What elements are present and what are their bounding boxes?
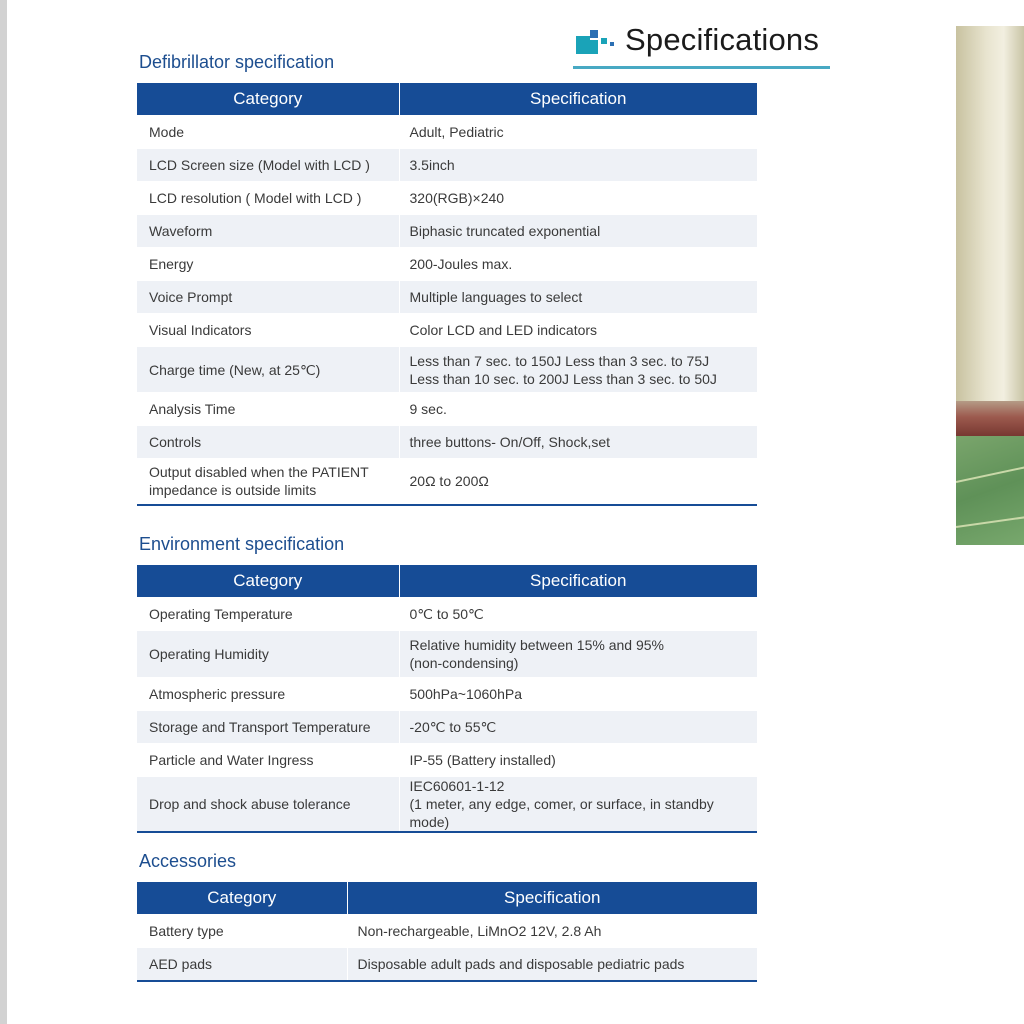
table-header-row bbox=[137, 565, 757, 598]
table-row bbox=[137, 598, 757, 631]
category-cell: Charge time (New, at 25℃) bbox=[137, 347, 399, 393]
table-row bbox=[137, 678, 757, 711]
category-cell: Energy bbox=[137, 248, 399, 281]
specification-cell: 200-Joules max. bbox=[399, 248, 757, 281]
specification-cell: Relative humidity between 15% and 95% (non-condensing) bbox=[399, 631, 757, 678]
category-cell: Particle and Water Ingress bbox=[137, 744, 399, 777]
column-header-category: Category bbox=[137, 83, 399, 116]
category-cell: Storage and Transport Temperature bbox=[137, 711, 399, 744]
product-photo-edge bbox=[956, 26, 1024, 545]
category-cell: Operating Humidity bbox=[137, 631, 399, 678]
accessories-section-title: Accessories bbox=[139, 851, 237, 871]
category-cell: Mode bbox=[137, 116, 399, 149]
column-header-specification: Specification bbox=[347, 882, 757, 915]
specification-cell: IEC60601-1-12 (1 meter, any edge, comer, or surface, in standby mode) bbox=[399, 777, 757, 833]
page-title: Specifications bbox=[625, 22, 820, 57]
table-row bbox=[137, 426, 757, 459]
specification-cell: Adult, Pediatric bbox=[399, 116, 757, 149]
table-row bbox=[137, 711, 757, 744]
page-edge-shadow bbox=[0, 0, 7, 1024]
category-cell: Atmospheric pressure bbox=[137, 678, 399, 711]
table-row bbox=[137, 314, 757, 347]
category-cell: LCD Screen size (Model with LCD ) bbox=[137, 149, 399, 182]
category-cell: AED pads bbox=[137, 948, 347, 981]
environment-section-title: Environment specification bbox=[139, 534, 345, 554]
category-cell: Battery type bbox=[137, 915, 347, 948]
accessories-spec-table bbox=[137, 882, 757, 982]
specification-cell: Disposable adult pads and disposable pediatric pads bbox=[347, 948, 757, 981]
category-cell: Voice Prompt bbox=[137, 281, 399, 314]
specification-cell: 0℃ to 50℃ bbox=[399, 598, 757, 631]
table-row bbox=[137, 116, 757, 149]
defibrillator-spec-table bbox=[137, 83, 757, 506]
specifications-logo-icon bbox=[574, 26, 620, 56]
specification-cell: 500hPa~1060hPa bbox=[399, 678, 757, 711]
category-cell: Controls bbox=[137, 426, 399, 459]
environment-spec-table bbox=[137, 565, 757, 833]
table-row bbox=[137, 744, 757, 777]
specification-cell: 320(RGB)×240 bbox=[399, 182, 757, 215]
column-header-specification: Specification bbox=[399, 83, 757, 116]
defibrillator-section-title: Defibrillator specification bbox=[139, 52, 335, 72]
category-cell: Waveform bbox=[137, 215, 399, 248]
specification-cell: 9 sec. bbox=[399, 393, 757, 426]
table-row bbox=[137, 631, 757, 678]
category-cell: Drop and shock abuse tolerance bbox=[137, 777, 399, 833]
table-row bbox=[137, 393, 757, 426]
specification-cell: -20℃ to 55℃ bbox=[399, 711, 757, 744]
category-cell: Visual Indicators bbox=[137, 314, 399, 347]
specification-cell: Less than 7 sec. to 150J Less than 3 sec. to 75J Less than 10 sec. to 200J Less than 3 sec. to 50J bbox=[399, 347, 757, 393]
specification-cell: Biphasic truncated exponential bbox=[399, 215, 757, 248]
category-cell: LCD resolution ( Model with LCD ) bbox=[137, 182, 399, 215]
category-cell: Output disabled when the PATIENT impedance is outside limits bbox=[137, 459, 399, 505]
specification-cell: 20Ω to 200Ω bbox=[399, 459, 757, 505]
table-row bbox=[137, 948, 757, 981]
table-row bbox=[137, 281, 757, 314]
table-row bbox=[137, 182, 757, 215]
category-cell: Analysis Time bbox=[137, 393, 399, 426]
specification-cell: Color LCD and LED indicators bbox=[399, 314, 757, 347]
specification-cell: Multiple languages to select bbox=[399, 281, 757, 314]
table-row bbox=[137, 777, 757, 833]
table-row bbox=[137, 149, 757, 182]
specification-cell: 3.5inch bbox=[399, 149, 757, 182]
specification-cell: IP-55 (Battery installed) bbox=[399, 744, 757, 777]
table-header-row bbox=[137, 882, 757, 915]
title-underline bbox=[573, 66, 830, 69]
table-header-row bbox=[137, 83, 757, 116]
table-row bbox=[137, 459, 757, 505]
column-header-category: Category bbox=[137, 882, 347, 915]
table-row bbox=[137, 347, 757, 393]
table-row bbox=[137, 215, 757, 248]
table-row bbox=[137, 248, 757, 281]
category-cell: Operating Temperature bbox=[137, 598, 399, 631]
table-row bbox=[137, 915, 757, 948]
column-header-category: Category bbox=[137, 565, 399, 598]
specification-cell: Non-rechargeable, LiMnO2 12V, 2.8 Ah bbox=[347, 915, 757, 948]
column-header-specification: Specification bbox=[399, 565, 757, 598]
specification-cell: three buttons- On/Off, Shock,set bbox=[399, 426, 757, 459]
